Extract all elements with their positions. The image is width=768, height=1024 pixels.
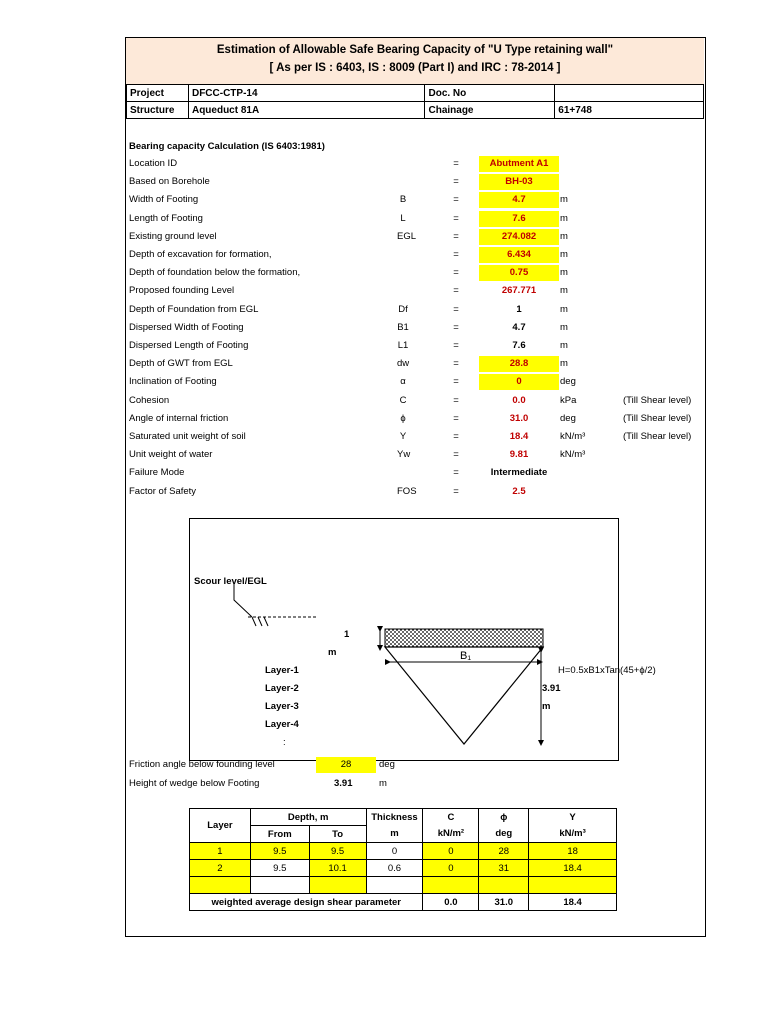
param-unit: m (560, 194, 568, 206)
summary-label: weighted average design shear parameter (190, 894, 423, 911)
param-value: 0 (479, 374, 559, 390)
document-title: Estimation of Allowable Safe Bearing Capacity of "U Type retaining wall" (216, 44, 614, 56)
phi-unit-header: deg (479, 826, 529, 843)
param-unit: m (560, 321, 568, 333)
param-unit: m (560, 249, 568, 260)
param-symbol: α (400, 376, 406, 388)
param-row (129, 484, 704, 500)
param-note: (Till Shear level) (623, 412, 692, 424)
param-equals: = (453, 358, 459, 370)
thickness-cell (366, 877, 423, 894)
to-header: To (309, 826, 366, 843)
thickness-cell: 0 (366, 843, 423, 860)
param-row (129, 211, 704, 227)
b1-label: B₁ (460, 650, 472, 662)
wedge-diagram (189, 518, 656, 761)
param-symbol: B (399, 194, 407, 206)
param-value: 267.771 (501, 285, 537, 297)
structure-value: Aqueduct 81A (188, 102, 425, 119)
param-row (129, 374, 704, 390)
param-row (129, 192, 704, 208)
param-symbol: Y (399, 431, 407, 442)
param-equals: = (453, 158, 459, 169)
param-label: Angle of internal friction (129, 412, 229, 424)
param-value: Abutment A1 (479, 156, 559, 172)
gamma-cell: 18.4 (529, 860, 617, 877)
param-unit: kN/m³ (560, 449, 586, 461)
project-value: DFCC-CTP-14 (188, 85, 425, 102)
gamma-cell (529, 877, 617, 894)
param-unit: deg (560, 412, 576, 424)
param-label: Failure Mode (129, 467, 185, 479)
param-label: Unit weight of water (129, 449, 213, 461)
param-row (129, 283, 704, 299)
to-cell (309, 877, 366, 894)
project-label: Project (127, 85, 189, 102)
param-value: 4.7 (479, 192, 559, 208)
param-label: Width of Footing (129, 194, 199, 206)
doc-no-label: Doc. No (425, 85, 555, 102)
section-heading-row (129, 139, 704, 155)
layer-3-label: Layer-3 (265, 701, 299, 712)
phi-cell: 31 (479, 860, 529, 877)
structure-label: Structure (127, 102, 189, 119)
param-row (129, 174, 704, 190)
layer-cell: 2 (190, 860, 251, 877)
friction-angle-value: 28 (316, 757, 376, 773)
param-unit: m (560, 285, 568, 297)
summary-phi: 31.0 (479, 894, 529, 911)
table-row (190, 843, 617, 860)
wedge-height-row (129, 776, 704, 792)
param-label: Length of Footing (129, 212, 203, 224)
param-unit: m (560, 267, 568, 279)
calculation-sheet (125, 37, 706, 937)
param-value: 28.8 (479, 356, 559, 372)
param-value: 9.81 (509, 449, 529, 461)
param-value: 7.6 (479, 211, 559, 227)
param-value: 6.434 (479, 247, 559, 263)
param-label: Depth of Foundation from EGL (129, 303, 259, 315)
layer-4-label: Layer-4 (265, 719, 299, 730)
param-value: 0.0 (512, 394, 526, 406)
friction-angle-row (129, 757, 704, 773)
param-label: Proposed founding Level (129, 285, 235, 297)
param-symbol: L (400, 212, 406, 224)
param-symbol: C (399, 394, 407, 406)
param-symbol: ϕ (400, 412, 406, 424)
param-label: Based on Borehole (129, 176, 210, 188)
param-symbol: Yw (397, 449, 411, 461)
param-value: 18.4 (509, 431, 529, 442)
param-label: Cohesion (129, 394, 170, 406)
doc-no-value (555, 85, 704, 102)
param-equals: = (453, 321, 459, 333)
param-row (129, 156, 704, 172)
wedge-diagram-svg (190, 519, 618, 760)
depth-value-label: 1 (344, 629, 350, 640)
param-symbol: L1 (397, 340, 409, 351)
param-equals: = (453, 230, 459, 242)
param-value: 2.5 (512, 485, 526, 497)
param-label: Dispersed Length of Footing (129, 340, 249, 351)
wedge-height-unit: m (379, 778, 387, 789)
layer-cell (190, 877, 251, 894)
from-header: From (250, 826, 309, 843)
title-box (126, 38, 704, 85)
param-value: BH-03 (479, 174, 559, 190)
param-row (129, 411, 704, 427)
document-subtitle: [ As per IS : 6403, IS : 8009 (Part I) and IRC : 78-2014 ] (269, 62, 561, 74)
layer-2-label: Layer-2 (265, 683, 299, 694)
param-symbol: Df (398, 303, 408, 315)
gamma-cell: 18 (529, 843, 617, 860)
param-unit: m (560, 358, 568, 370)
footing-block (385, 629, 543, 647)
param-equals: = (453, 394, 459, 406)
summary-c: 0.0 (423, 894, 479, 911)
param-unit: kPa (560, 394, 577, 406)
param-equals: = (453, 212, 459, 224)
param-row (129, 265, 704, 281)
chainage-value: 61+748 (555, 102, 704, 119)
section-heading: Bearing capacity Calculation (IS 6403:1981) (129, 141, 325, 152)
scour-level-label: Scour level/EGL (194, 576, 267, 587)
summary-gamma: 18.4 (529, 894, 617, 911)
param-label: Depth of GWT from EGL (129, 358, 233, 370)
chainage-label: Chainage (425, 102, 555, 119)
layer-header: Layer (190, 809, 251, 843)
from-cell: 9.5 (250, 860, 309, 877)
param-equals: = (453, 176, 459, 188)
gamma-header: Y (529, 809, 617, 826)
wedge-height-value: 3.91 (334, 778, 353, 789)
table-row (190, 877, 617, 894)
c-cell (423, 877, 479, 894)
ground-symbol (252, 617, 268, 626)
param-label: Factor of Safety (129, 485, 197, 497)
height-formula-label: H=0.5xB1xTan(45+ϕ/2) (558, 665, 656, 676)
param-equals: = (453, 431, 459, 442)
param-symbol: dw (397, 358, 410, 370)
param-row (129, 302, 704, 318)
depth-unit-label: m (328, 647, 337, 658)
depth-header: Depth, m (250, 809, 366, 826)
param-equals: = (453, 449, 459, 461)
summary-row (190, 894, 617, 911)
thickness-cell: 0.6 (366, 860, 423, 877)
layer-1-label: Layer-1 (265, 665, 299, 676)
param-equals: = (453, 340, 459, 351)
layer-parameters-table (189, 808, 617, 911)
from-cell (250, 877, 309, 894)
param-label: Depth of excavation for formation, (129, 249, 272, 260)
param-value: 4.7 (512, 321, 526, 333)
param-unit: m (560, 340, 568, 351)
param-unit: m (560, 303, 568, 315)
param-equals: = (453, 194, 459, 206)
param-value: 7.6 (512, 340, 526, 351)
param-symbol: EGL (397, 230, 417, 242)
param-note: (Till Shear level) (623, 431, 692, 442)
scour-leader-line (234, 584, 252, 617)
param-unit: m (560, 212, 568, 224)
param-equals: = (453, 485, 459, 497)
param-equals: = (453, 412, 459, 424)
c-cell: 0 (423, 843, 479, 860)
param-label: Location ID (129, 158, 178, 169)
c-cell: 0 (423, 860, 479, 877)
layer-more-label: : (283, 737, 286, 748)
param-label: Dispersed Width of Footing (129, 321, 244, 333)
param-unit: m (560, 230, 568, 242)
param-unit: deg (560, 376, 576, 388)
param-symbol: B1 (397, 321, 409, 333)
to-cell: 9.5 (309, 843, 366, 860)
height-unit-label: m (542, 701, 551, 712)
param-label: Inclination of Footing (129, 376, 217, 388)
param-symbol: FOS (397, 485, 417, 497)
from-cell: 9.5 (250, 843, 309, 860)
height-value-label: 3.91 (542, 683, 561, 694)
friction-angle-label: Friction angle below founding level (129, 759, 275, 770)
wedge-height-label: Height of wedge below Footing (129, 778, 260, 789)
param-label: Depth of foundation below the formation, (129, 267, 301, 279)
param-equals: = (453, 249, 459, 260)
param-equals: = (453, 285, 459, 297)
friction-angle-unit: deg (379, 759, 395, 770)
param-equals: = (453, 303, 459, 315)
param-row (129, 247, 704, 263)
param-row (129, 429, 704, 445)
param-row (129, 338, 704, 354)
thickness-unit-header: m (366, 826, 423, 843)
c-unit-header: kN/m² (423, 826, 479, 843)
phi-cell: 28 (479, 843, 529, 860)
param-row (129, 393, 704, 409)
to-cell: 10.1 (309, 860, 366, 877)
param-row (129, 447, 704, 463)
param-row (129, 356, 704, 372)
param-label: Existing ground level (129, 230, 217, 242)
param-row (129, 465, 704, 481)
param-value: 31.0 (509, 412, 529, 424)
project-info-table (126, 84, 704, 119)
phi-header: ϕ (479, 809, 529, 826)
param-value: Intermediate (490, 467, 548, 479)
param-note: (Till Shear level) (623, 394, 692, 406)
phi-cell (479, 877, 529, 894)
gamma-unit-header: kN/m³ (529, 826, 617, 843)
c-header: C (423, 809, 479, 826)
param-row (129, 229, 704, 245)
param-row (129, 320, 704, 336)
param-equals: = (453, 267, 459, 279)
param-equals: = (453, 467, 459, 479)
param-value: 274.082 (479, 229, 559, 245)
param-value: 1 (516, 303, 522, 315)
param-unit: kN/m³ (560, 431, 586, 442)
thickness-header: Thickness (366, 809, 423, 826)
param-equals: = (453, 376, 459, 388)
table-row (190, 860, 617, 877)
layer-cell: 1 (190, 843, 251, 860)
param-label: Saturated unit weight of soil (129, 431, 246, 442)
param-value: 0.75 (479, 265, 559, 281)
